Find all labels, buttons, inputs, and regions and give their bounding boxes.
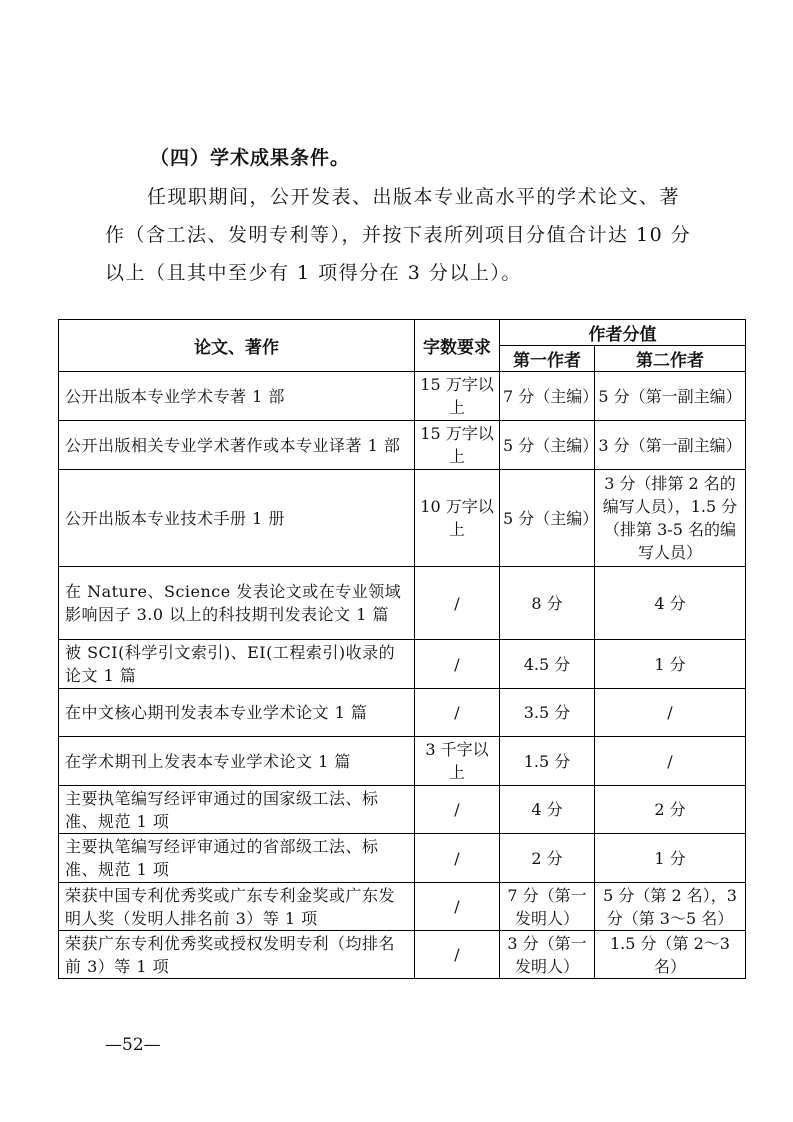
table-row — [59, 883, 746, 931]
row-item: 公开出版本专业学术专著 1 部 — [59, 372, 415, 421]
row-words: / — [415, 786, 500, 834]
row-first-author: 5 分（主编） — [500, 470, 595, 567]
row-words: 15 万字以上 — [415, 372, 500, 421]
row-second-author: 4 分 — [595, 567, 746, 640]
row-item: 公开出版本专业技术手册 1 册 — [59, 470, 415, 567]
table-row — [59, 737, 746, 786]
requirement-paragraph — [105, 178, 705, 292]
row-second-author: / — [595, 737, 746, 786]
row-words: / — [415, 834, 500, 883]
row-item: 被 SCI(科学引文索引)、EI(工程索引)收录的论文 1 篇 — [59, 640, 415, 689]
header-second-author: 第二作者 — [595, 346, 746, 372]
table-row — [59, 372, 746, 421]
table-row — [59, 931, 746, 979]
header-words: 字数要求 — [415, 320, 500, 372]
row-item: 主要执笔编写经评审通过的国家级工法、标准、规范 1 项 — [59, 786, 415, 834]
row-item: 在中文核心期刊发表本专业学术论文 1 篇 — [59, 689, 415, 737]
table-row — [59, 470, 746, 567]
paragraph-line-3: 以上（且其中至少有 1 项得分在 3 分以上）。 — [105, 262, 522, 284]
table-row — [59, 834, 746, 883]
row-words: 15 万字以上 — [415, 421, 500, 470]
row-item: 在学术期刊上发表本专业学术论文 1 篇 — [59, 737, 415, 786]
row-item: 公开出版相关专业学术著作或本专业译著 1 部 — [59, 421, 415, 470]
row-second-author: / — [595, 689, 746, 737]
row-second-author: 3 分（排第 2 名的编写人员），1.5 分（排第 3-5 名的编写人员） — [595, 470, 746, 567]
row-item: 荣获广东专利优秀奖或授权发明专利（均排名前 3）等 1 项 — [59, 931, 415, 979]
row-first-author: 8 分 — [500, 567, 595, 640]
row-words: / — [415, 640, 500, 689]
row-second-author: 5 分（第 2 名），3 分（第 3～5 名） — [595, 883, 746, 931]
row-item: 主要执笔编写经评审通过的省部级工法、标准、规范 1 项 — [59, 834, 415, 883]
row-first-author: 4.5 分 — [500, 640, 595, 689]
row-second-author: 3 分（第一副主编） — [595, 421, 746, 470]
row-item: 在 Nature、Science 发表论文或在专业领域影响因子 3.0 以上的科技期刊发表论文 1 篇 — [59, 567, 415, 640]
row-second-author: 2 分 — [595, 786, 746, 834]
row-first-author: 3 分（第一发明人） — [500, 931, 595, 979]
section-heading: （四）学术成果条件。 — [150, 147, 351, 169]
row-second-author: 5 分（第一副主编） — [595, 372, 746, 421]
row-words: 10 万字以上 — [415, 470, 500, 567]
header-score-group: 作者分值 — [500, 320, 746, 346]
table-row — [59, 786, 746, 834]
row-first-author: 5 分（主编） — [500, 421, 595, 470]
paragraph-line-2: 作（含工法、发明专利等），并按下表所列项目分值合计达 10 分 — [105, 224, 692, 246]
row-words: / — [415, 689, 500, 737]
row-first-author: 2 分 — [500, 834, 595, 883]
table-row — [59, 421, 746, 470]
header-first-author: 第一作者 — [500, 346, 595, 372]
table-row — [59, 567, 746, 640]
row-item: 荣获中国专利优秀奖或广东专利金奖或广东发明人奖（发明人排名前 3）等 1 项 — [59, 883, 415, 931]
header-item: 论文、著作 — [59, 320, 415, 372]
row-second-author: 1.5 分（第 2～3 名） — [595, 931, 746, 979]
row-first-author: 7 分（第一发明人） — [500, 883, 595, 931]
table-row — [59, 640, 746, 689]
row-second-author: 1 分 — [595, 834, 746, 883]
row-first-author: 3.5 分 — [500, 689, 595, 737]
row-first-author: 7 分（主编） — [500, 372, 595, 421]
row-words: / — [415, 567, 500, 640]
row-words: 3 千字以上 — [415, 737, 500, 786]
row-words: / — [415, 883, 500, 931]
row-first-author: 4 分 — [500, 786, 595, 834]
row-first-author: 1.5 分 — [500, 737, 595, 786]
page-number: —52— — [105, 1035, 161, 1055]
row-words: / — [415, 931, 500, 979]
table-row — [59, 689, 746, 737]
paragraph-line-1: 任现职期间，公开发表、出版本专业高水平的学术论文、著 — [147, 186, 681, 208]
academic-achievement-table — [58, 319, 746, 979]
row-second-author: 1 分 — [595, 640, 746, 689]
